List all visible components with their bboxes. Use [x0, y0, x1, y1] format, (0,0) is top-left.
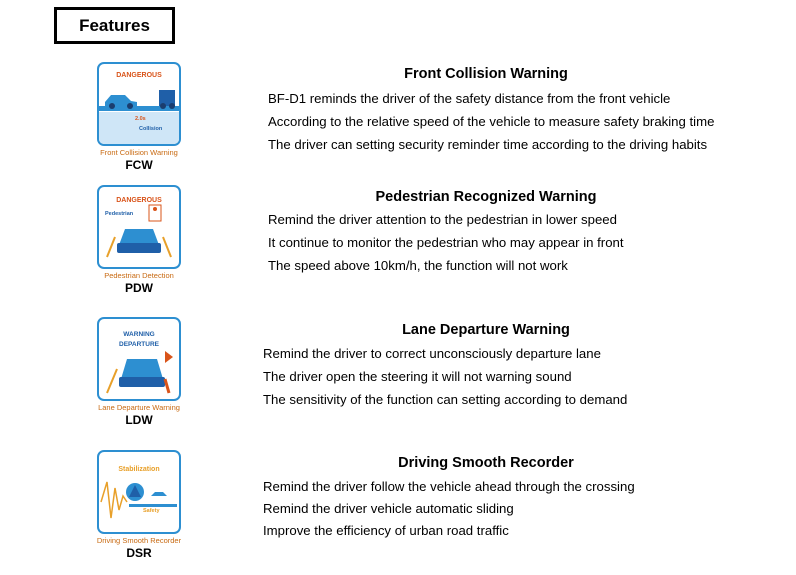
- ldw-line-2: The driver open the steering it will not warning sound: [263, 369, 572, 384]
- driving-smooth-icon: [97, 450, 181, 534]
- features-heading: [54, 7, 175, 44]
- dsr-caption: Driving Smooth Recorder: [96, 536, 182, 545]
- fcw-car-graphic: [99, 64, 179, 144]
- dsr-wave-graphic: [99, 452, 179, 532]
- ldw-icon-inner-text: DEPARTURE: [119, 341, 159, 348]
- dsr-icon-block: [94, 450, 184, 560]
- pdw-caption: Pedestrian Detection: [104, 271, 174, 280]
- fcw-line-1: BF-D1 reminds the driver of the safety distance from the front vehicle: [268, 91, 671, 106]
- dsr-abbr: DSR: [126, 546, 152, 560]
- ldw-title: Lane Departure Warning: [402, 322, 570, 338]
- ldw-icon-top-text: WARNING: [123, 331, 155, 338]
- ldw-abbr: LDW: [125, 413, 153, 427]
- front-collision-icon: [97, 62, 181, 146]
- ldw-caption: Lane Departure Warning: [98, 403, 180, 412]
- fcw-caption: Front Collision Warning: [100, 148, 178, 157]
- pdw-line-1: Remind the driver attention to the pedestrian in lower speed: [268, 212, 617, 227]
- fcw-line-2: According to the relative speed of the vehicle to measure safety braking time: [268, 114, 715, 129]
- ldw-car-graphic: [99, 319, 179, 399]
- lane-departure-icon: [97, 317, 181, 401]
- fcw-abbr: FCW: [125, 158, 153, 172]
- pdw-line-3: The speed above 10km/h, the function will not work: [268, 258, 568, 273]
- pdw-car-graphic: [99, 187, 179, 267]
- features-heading-label: Features: [79, 15, 150, 35]
- dsr-line-3: Improve the efficiency of urban road traffic: [263, 523, 509, 538]
- fcw-line-3: The driver can setting security reminder time according to the driving habits: [268, 137, 708, 152]
- fcw-icon-sub: Collision: [139, 126, 163, 132]
- pdw-line-2: It continue to monitor the pedestrian who may appear in front: [268, 235, 624, 250]
- dsr-line-2: Remind the driver vehicle automatic sliding: [263, 501, 514, 516]
- fcw-icon-block: [94, 62, 184, 172]
- dsr-icon-top-text: Stabilization: [118, 466, 160, 473]
- dsr-icon-safety: Safety: [143, 508, 160, 514]
- pdw-title: Pedestrian Recognized Warning: [375, 189, 597, 205]
- pdw-icon-pedestrian-label: Pedestrian: [105, 211, 134, 217]
- ldw-line-3: The sensitivity of the function can setting according to demand: [263, 392, 628, 407]
- fcw-title: Front Collision Warning: [404, 66, 568, 82]
- dsr-title: Driving Smooth Recorder: [398, 455, 574, 471]
- dsr-line-1: Remind the driver follow the vehicle ahead through the crossing: [263, 479, 635, 494]
- pdw-icon-top-text: DANGEROUS: [116, 197, 162, 204]
- ldw-line-1: Remind the driver to correct unconsciously departure lane: [263, 346, 601, 361]
- pdw-abbr: PDW: [125, 281, 153, 295]
- fcw-icon-top-text: DANGEROUS: [116, 72, 162, 79]
- fcw-icon-time: 2.0s: [135, 116, 146, 122]
- pdw-icon-block: [94, 185, 184, 295]
- ldw-icon-block: [94, 317, 184, 427]
- pedestrian-icon: [97, 185, 181, 269]
